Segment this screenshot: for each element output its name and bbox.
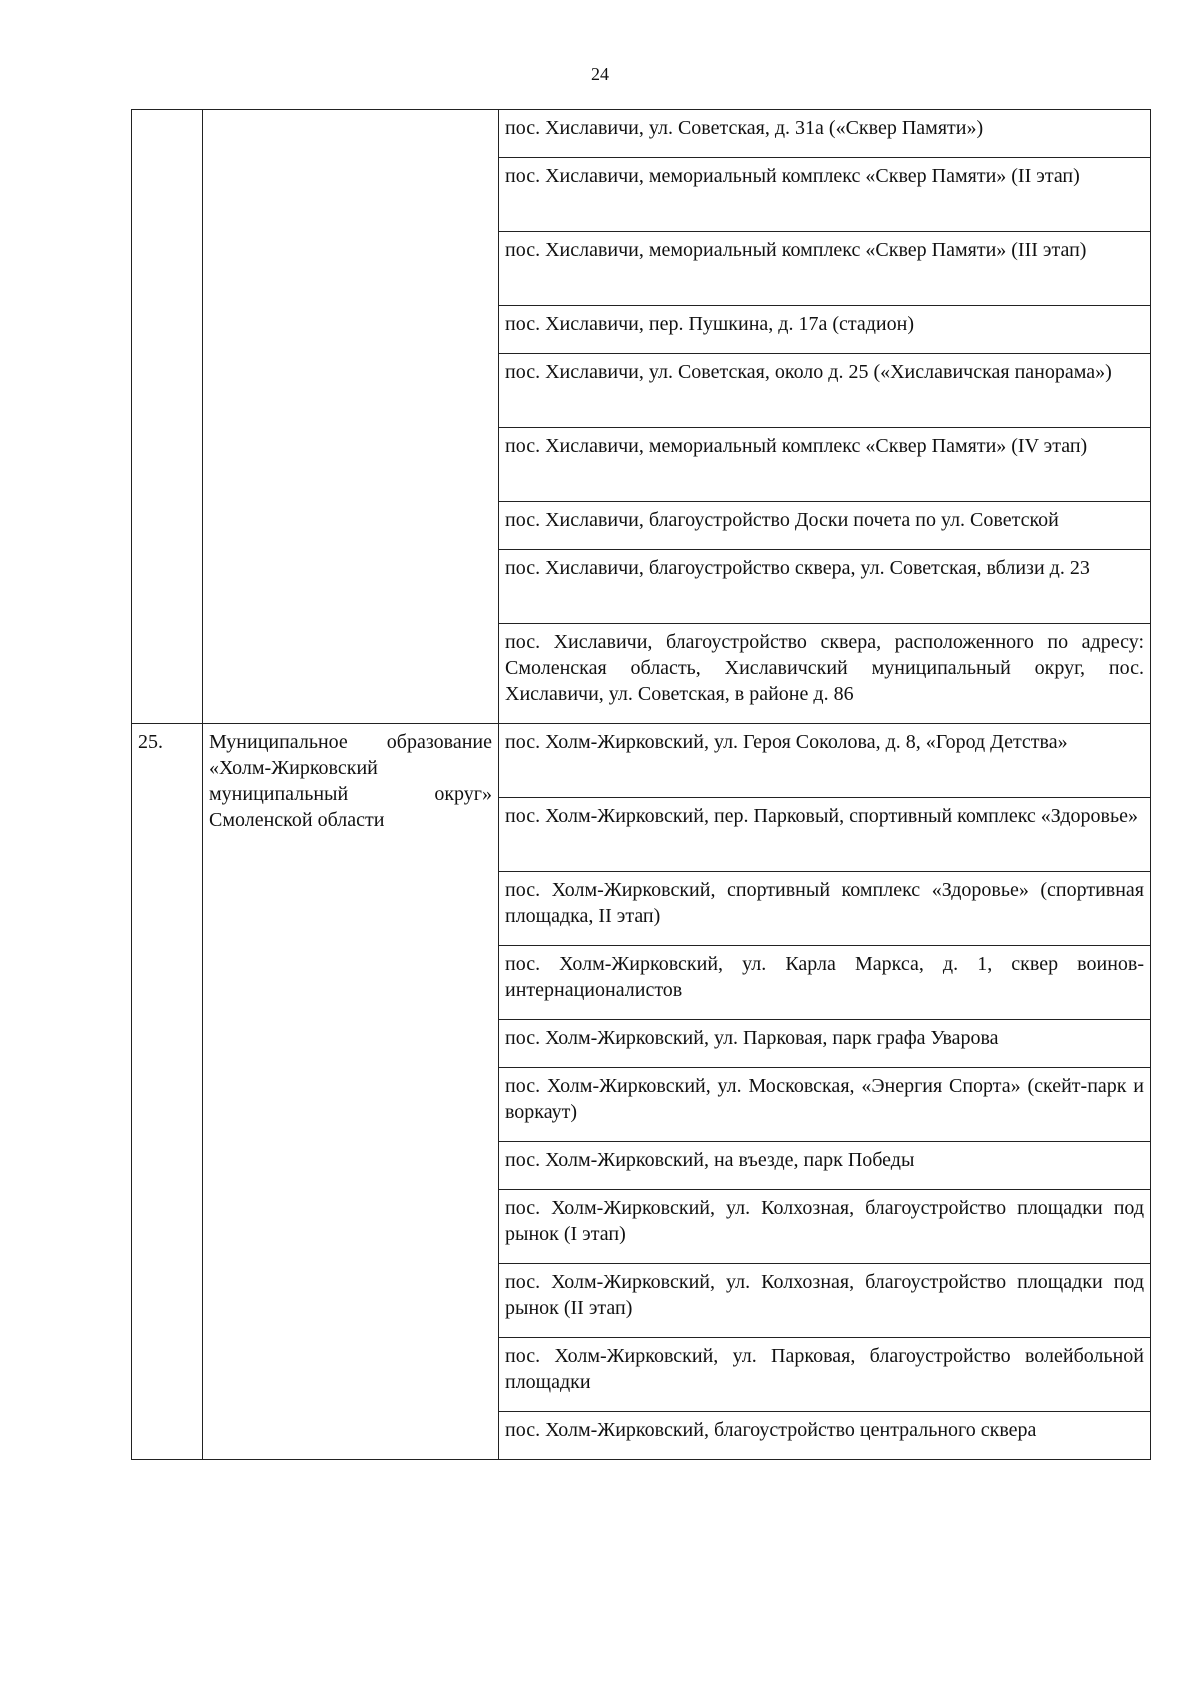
object-cell: пос. Хиславичи, благоустройство сквера, ул. Советская, вблизи д. 23 [499,550,1151,624]
object-cell: пос. Хиславичи, мемориальный комплекс «Сквер Памяти» (III этап) [499,232,1151,306]
object-cell: пос. Хиславичи, мемориальный комплекс «Сквер Памяти» (IV этап) [499,428,1151,502]
object-cell: пос. Холм-Жирковский, на въезде, парк Победы [499,1142,1151,1190]
object-cell: пос. Холм-Жирковский, спортивный комплекс «Здоровье» (спортивная площадка, II этап) [499,872,1151,946]
object-cell: пос. Хиславичи, благоустройство сквера, расположенного по адресу: Смоленская область, Хиславичский муниципальный округ, пос. Хиславичи, ул. Советская, в районе д. 86 [499,624,1151,724]
object-cell: пос. Холм-Жирковский, ул. Колхозная, благоустройство площадки под рынок (I этап) [499,1190,1151,1264]
object-cell: пос. Хиславичи, мемориальный комплекс «Сквер Памяти» (II этап) [499,158,1151,232]
row-number-cell [132,110,203,724]
object-cell: пос. Холм-Жирковский, ул. Колхозная, благоустройство площадки под рынок (II этап) [499,1264,1151,1338]
row-number-cell: 25. [132,724,203,1460]
objects-table [131,109,1151,1460]
municipality-cell [203,110,499,724]
municipality-cell: Муниципальное образование «Холм-Жирковский муниципальный округ» Смоленской области [203,724,499,1460]
object-cell: пос. Холм-Жирковский, ул. Московская, «Энергия Спорта» (скейт-парк и воркаут) [499,1068,1151,1142]
object-cell: пос. Холм-Жирковский, ул. Парковая, парк графа Уварова [499,1020,1151,1068]
object-cell: пос. Холм-Жирковский, благоустройство центрального сквера [499,1412,1151,1460]
object-cell: пос. Хиславичи, благоустройство Доски почета по ул. Советской [499,502,1151,550]
page-number: 24 [591,64,609,84]
object-cell: пос. Холм-Жирковский, ул. Карла Маркса, д. 1, сквер воинов-интернационалистов [499,946,1151,1020]
object-cell: пос. Холм-Жирковский, ул. Героя Соколова, д. 8, «Город Детства» [499,724,1151,798]
table-row [132,110,1151,158]
table-row [132,724,1151,798]
object-cell: пос. Холм-Жирковский, ул. Парковая, благоустройство волейбольной площадки [499,1338,1151,1412]
object-cell: пос. Хиславичи, ул. Советская, около д. 25 («Хиславичская панорама») [499,354,1151,428]
object-cell: пос. Хиславичи, ул. Советская, д. 31а («Сквер Памяти») [499,110,1151,158]
object-cell: пос. Хиславичи, пер. Пушкина, д. 17а (стадион) [499,306,1151,354]
object-cell: пос. Холм-Жирковский, пер. Парковый, спортивный комплекс «Здоровье» [499,798,1151,872]
